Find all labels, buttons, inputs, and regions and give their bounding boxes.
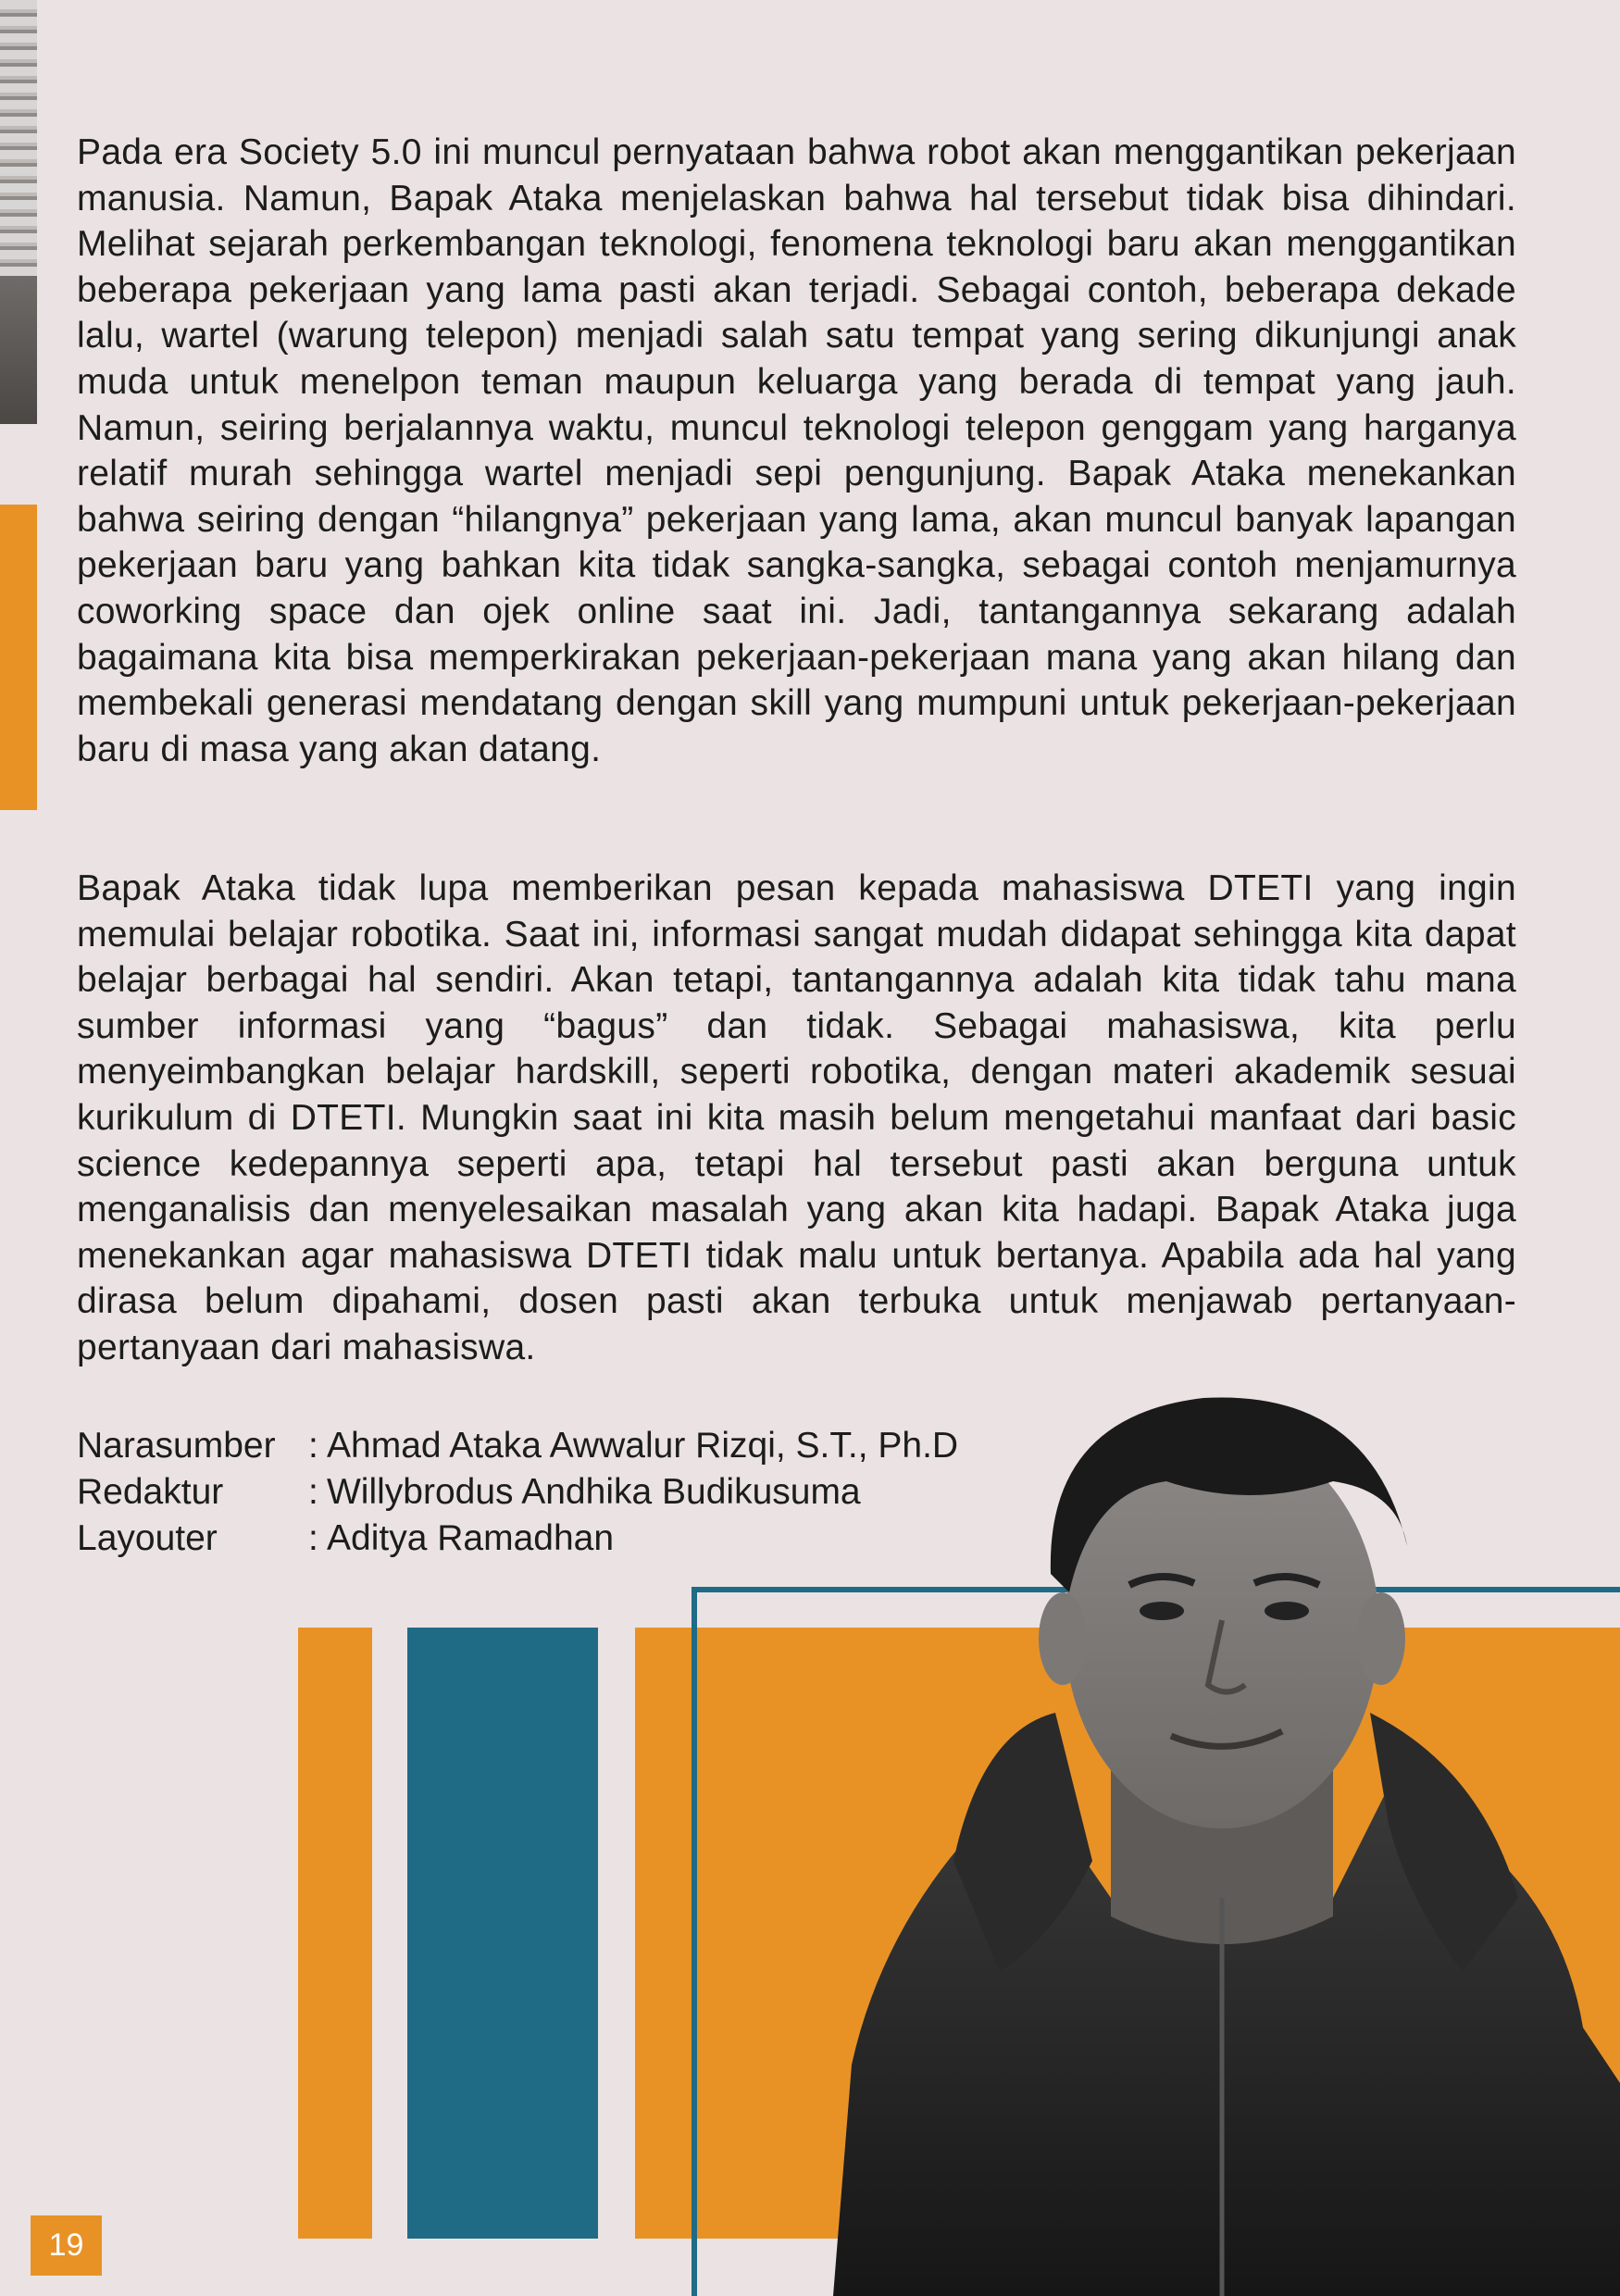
credit-separator: : — [308, 1426, 318, 1466]
eye-left — [1140, 1602, 1184, 1620]
credit-value: Aditya Ramadhan — [327, 1518, 615, 1558]
page-number: 19 — [31, 2215, 102, 2276]
credit-separator: : — [308, 1472, 318, 1512]
side-accent-bar — [0, 505, 37, 810]
header-photo-fragment — [0, 0, 37, 424]
portrait-photo — [815, 1379, 1620, 2296]
decor-bar-orange-left — [298, 1628, 372, 2239]
decor-bar-teal — [407, 1628, 598, 2239]
credit-label: Narasumber — [77, 1426, 276, 1466]
ear-right — [1357, 1592, 1405, 1685]
body-paragraph-1: Pada era Society 5.0 ini muncul pernyataan bahwa robot akan menggantikan pekerjaan manusia. Namun, Bapak Ataka menjelaskan bahwa hal tersebut tidak bisa dihindari. Melihat sejarah perkembangan teknologi, fenomena teknologi baru akan menggantikan beberapa pekerjaan yang lama pasti akan terjadi. Sebagai contoh, beberapa dekade lalu, wartel (warung telepon) menjadi salah satu tempat yang sering dikunjungi anak muda untuk menelpon teman maupun keluarga yang berada di tempat yang jauh. Namun, seiring berjalannya waktu, muncul teknologi telepon genggam yang harganya relatif murah sehingga wartel menjadi sepi pengunjung. Bapak Ataka menekankan bahwa seiring dengan “hilangnya” pekerjaan yang lama, akan muncul banyak lapangan pekerjaan baru yang bahkan kita tidak sangka-sangka, sebagai contoh menjamurnya coworking space dan ojek online saat ini. Jadi, tantangannya sekarang adalah bagaimana kita bisa memperkirakan pekerjaan-pekerjaan mana yang akan hilang dan membekali generasi mendatang dengan skill yang mumpuni untuk pekerjaan-pekerjaan baru di masa yang akan datang. — [77, 132, 1516, 769]
eye-right — [1265, 1602, 1309, 1620]
credit-value: Willybrodus Andhika Budikusuma — [327, 1472, 861, 1512]
credit-label: Layouter — [77, 1518, 218, 1558]
ear-left — [1039, 1592, 1087, 1685]
credit-value: Ahmad Ataka Awwalur Rizqi, S.T., Ph.D — [327, 1426, 959, 1466]
credit-label: Redaktur — [77, 1472, 224, 1512]
credit-separator: : — [308, 1518, 318, 1558]
body-paragraph-2: Bapak Ataka tidak lupa memberikan pesan kepada mahasiswa DTETI yang ingin memulai belajar robotika. Saat ini, informasi sangat mudah didapat sehingga kita dapat belajar berbagai hal sendiri. Akan tetapi, tantangannya adalah kita tidak tahu mana sumber informasi yang “bagus” dan tidak. Sebagai mahasiswa, kita perlu menyeimbangkan belajar hardskill, seperti robotika, dengan materi akademik sesuai kurikulum di DTETI. Mungkin saat ini kita masih belum mengetahui manfaat dari basic science kedepannya seperti apa, tetapi hal tersebut pasti akan berguna untuk menganalisis dan menyelesaikan masalah yang akan kita hadapi. Bapak Ataka juga menekankan agar mahasiswa DTETI tidak malu untuk bertanya. Apabila ada hal yang dirasa belum dipahami, dosen pasti akan terbuka untuk menjawab pertanyaan-pertanyaan dari mahasiswa. — [77, 868, 1516, 1367]
